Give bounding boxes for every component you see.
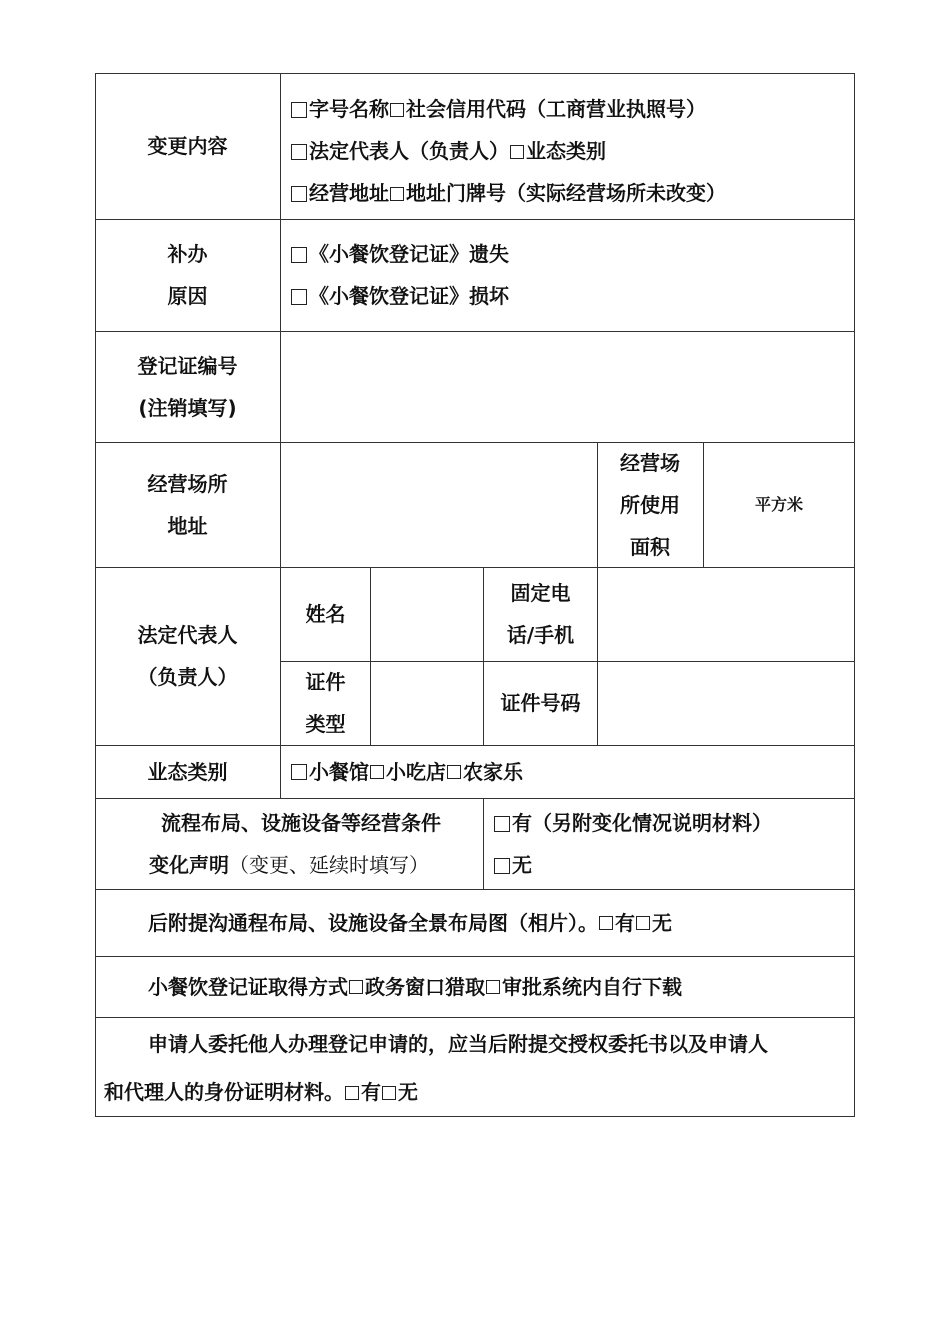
conditions-no: 无 [493, 844, 532, 886]
checkbox[interactable] [494, 816, 510, 832]
business-type-options: 小餐馆 小吃店 农家乐 [290, 745, 850, 798]
id-no-label: 证件号码 [500, 691, 581, 715]
checkbox[interactable] [486, 980, 500, 994]
phone-label: 固定电 话/手机 [506, 581, 575, 647]
phone-field[interactable] [598, 567, 855, 661]
col-divider [483, 798, 484, 889]
checkbox[interactable] [345, 1086, 359, 1100]
name-label: 姓名 [305, 602, 346, 626]
premises-address-field[interactable] [281, 442, 597, 567]
obtain-row: 小餐饮登记证取得方式 政务窗口猎取 审批系统内自行下载 [148, 974, 682, 999]
area-unit[interactable]: 平方米 [754, 494, 803, 514]
checkbox[interactable] [370, 765, 384, 779]
change-line-2: 法定代表人（负责人） 业态类别 [290, 130, 606, 172]
id-type-field[interactable] [371, 661, 483, 745]
proxy-row: 申请人委托他人办理登记申请的，应当后附提交授权委托书以及申请人 和代理人的身份证明材料。 有 无 [104, 1020, 852, 1116]
checkbox[interactable] [291, 764, 307, 780]
attachment-row: 后附提沟通程布局、设施设备全景布局图（相片）。 有 无 [148, 910, 672, 935]
conditions-yes: 有（另附变化情况说明材料） [493, 802, 772, 844]
business-type-label: 业态类别 [147, 759, 228, 784]
change-line-3: 经营地址 地址门牌号（实际经营场所未改变） [290, 172, 726, 214]
reissue-options [290, 219, 850, 331]
premises-label: 经营场所 地址 [147, 471, 228, 538]
conditions-options [493, 798, 850, 889]
checkbox[interactable] [291, 144, 307, 160]
proxy-line-2: 和代理人的身份证明材料。 有 无 [104, 1080, 418, 1104]
checkbox[interactable] [291, 289, 307, 305]
checkbox[interactable] [349, 980, 363, 994]
row-divider [95, 1017, 855, 1018]
conditions-label: 流程布局、设施设备等经营条件 变化声明（变更、延续时填写） [95, 798, 483, 889]
reissue-label: 补办 原因 [167, 242, 208, 308]
checkbox[interactable] [510, 145, 524, 159]
checkbox[interactable] [599, 916, 613, 930]
name-field[interactable] [371, 567, 483, 661]
change-options [290, 88, 850, 214]
checkbox[interactable] [636, 916, 650, 930]
cert-no-field[interactable] [290, 331, 850, 442]
checkbox[interactable] [390, 103, 404, 117]
reissue-option-damaged: 《小餐饮登记证》损坏 [290, 275, 509, 317]
checkbox[interactable] [447, 765, 461, 779]
id-no-field[interactable] [598, 661, 855, 745]
change-label: 变更内容 [147, 134, 228, 158]
reissue-option-lost: 《小餐饮登记证》遗失 [290, 233, 509, 275]
checkbox[interactable] [291, 102, 307, 118]
checkbox[interactable] [382, 1086, 396, 1100]
checkbox[interactable] [494, 858, 510, 874]
conditions-label-line2: 变化声明（变更、延续时填写） [149, 852, 429, 877]
cert-no-label: 登记证编号 (注销填写) [137, 353, 238, 420]
checkbox[interactable] [291, 186, 307, 202]
id-type-label: 证件 类型 [305, 670, 346, 736]
legal-rep-label: 法定代表人 （负责人） [137, 623, 238, 689]
checkbox[interactable] [390, 187, 404, 201]
change-line-1: 字号名称 社会信用代码（工商营业执照号） [290, 88, 706, 130]
checkbox[interactable] [291, 247, 307, 263]
area-label: 经营场 所使用 面积 [620, 450, 680, 559]
